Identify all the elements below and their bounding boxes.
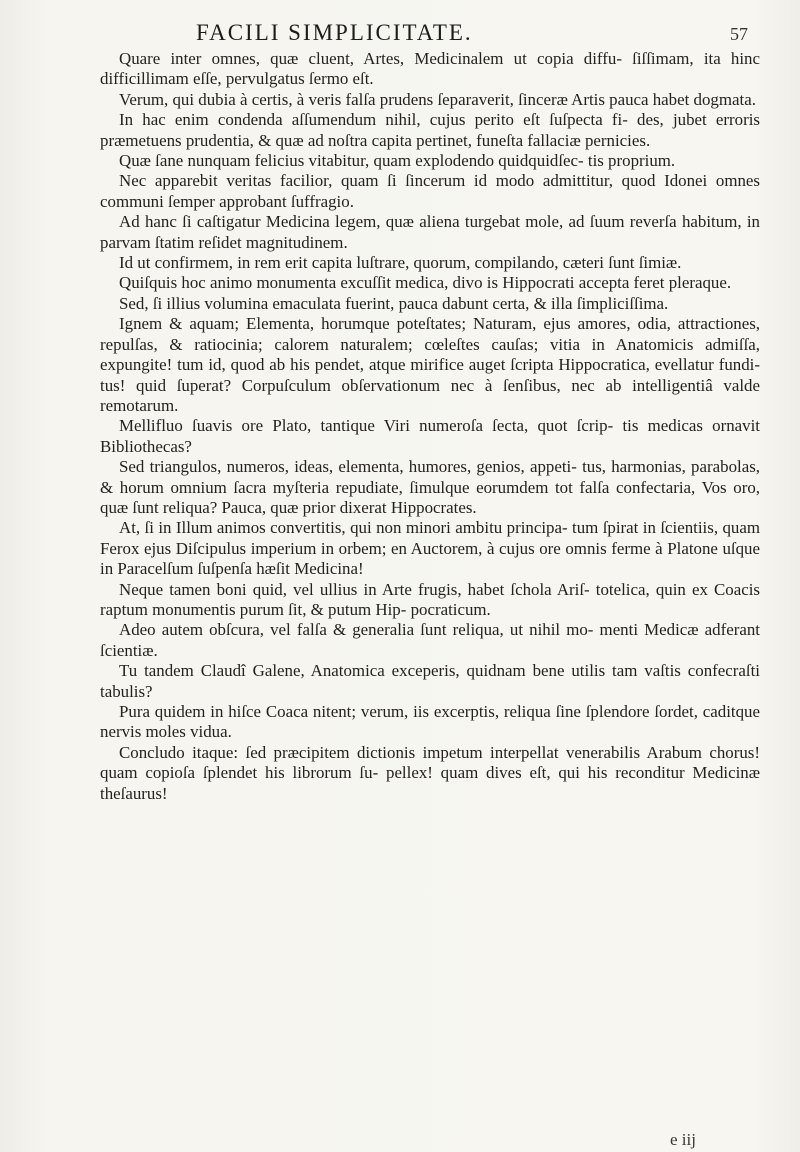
paragraph: Sed, ſi illius volumina emaculata fuerint, pauca dabunt certa, & illa ſimpliciſſima. [119,293,669,313]
paragraph: Adeo autem obſcura, vel falſa & generalia ſunt reliqua, ut nihil mo- menti Medicæ adferant ſcientiæ. [100,620,760,660]
paragraph: Concludo itaque: ſed præcipitem dictionis impetum interpellat venerabilis Arabum chorus! quam copioſa ſplendet his librorum ſu- pellex! quam dives eſt, qui his reconditur Medicinæ theſaurus! [100,742,760,803]
body-text [100,49,760,804]
paragraph: In hac enim condenda aſſumendum nihil, cujus perito eſt ſuſpecta fi- des, jubet erroris præmetuens prudentia, & quæ ad noſtra capita pertinet, funeſta fallaciæ pernicies. [100,110,760,150]
paragraph: Mellifluo ſuavis ore Plato, tantique Viri numeroſa ſecta, quot ſcrip- tis medicas ornavit Bibliothecas? [100,416,760,456]
paragraph: Ignem & aquam; Elementa, horumque poteſtates; Naturam, ejus amores, odia, attractiones, repulſas, & ratiocinia; calorem naturalem; cœleſtes cauſas; vitia in Anatomicis admiſſa, expungite! tum id, quod ab his pendet, atque mirifice auget ſcripta Hippocratica, evellatur fundi- tus! quid ſuperat? Corpuſculum obſervationum nec à ſenſibus, nec ab intelligentiâ valde remotarum. [100,314,760,415]
paragraph: Nec apparebit veritas facilior, quam ſi ſincerum id modo admittitur, quod Idonei omnes communi ſemper approbant ſuffragio. [100,171,760,211]
page-number: 57 [730,24,748,44]
paragraph: Quare inter omnes, quæ cluent, Artes, Medicinalem ut copia diffu- ſiſſimam, ita hinc difficillimam eſſe, pervulgatus ſermo eſt. [100,49,760,89]
signature-mark: e iij [670,1130,696,1149]
paragraph: Tu tandem Claudî Galene, Anatomica exceperis, quidnam bene utilis tam vaſtis confecraſti tabulis? [100,661,760,701]
paragraph: Neque tamen boni quid, vel ullius in Arte frugis, habet ſchola Ariſ- totelica, quin ex Coacis raptum monumentis purum ſit, & putum Hip- pocraticum. [100,579,760,619]
paragraph: Pura quidem in hiſce Coaca nitent; verum, iis excerptis, reliqua ſine ſplendore ſordet, caditque nervis moles vidua. [100,702,760,742]
paragraph: Sed triangulos, numeros, ideas, elementa, humores, genios, appeti- tus, harmonias, parabolas, & horum omnium ſacra myſteria repudiate, ſimulque eorumdem tot falſa confectaria, Vos oro, quæ ſunt reliqua? Pauca, quæ prior dixerat Hippocrates. [100,457,760,517]
paragraph: Quæ ſane nunquam felicius vitabitur, quam explodendo quidquidſec- tis proprium. [119,151,676,171]
paragraph: Id ut confirmem, in rem erit capita luſtrare, quorum, compilando, cæteri ſunt ſimiæ. [119,253,682,273]
paragraph: Ad hanc ſi caſtigatur Medicina legem, quæ aliena turgebat mole, ad ſuum reverſa habitum, in parvam ſtatim reſidet magnitudinem. [100,212,760,252]
page-header [150,20,750,52]
running-head: FACILI SIMPLICITATE. [196,20,473,45]
paragraph: Quiſquis hoc animo monumenta excuſſit medica, divo is Hippocrati accepta feret pleraque. [119,273,732,293]
paragraph: At, ſi in Illum animos convertitis, qui non minori ambitu principa- tum ſpirat in ſcientiis, quam Ferox ejus Diſcipulus imperium in orbem; en Auctorem, à cujus ore omnis ferme à Platone uſque in Paracelſum ſuſpenſa hæſit Medicina! [100,518,760,579]
paragraph: Verum, qui dubia à certis, à veris falſa prudens ſeparaverit, ſinceræ Artis pauca habet dogmata. [119,89,756,109]
